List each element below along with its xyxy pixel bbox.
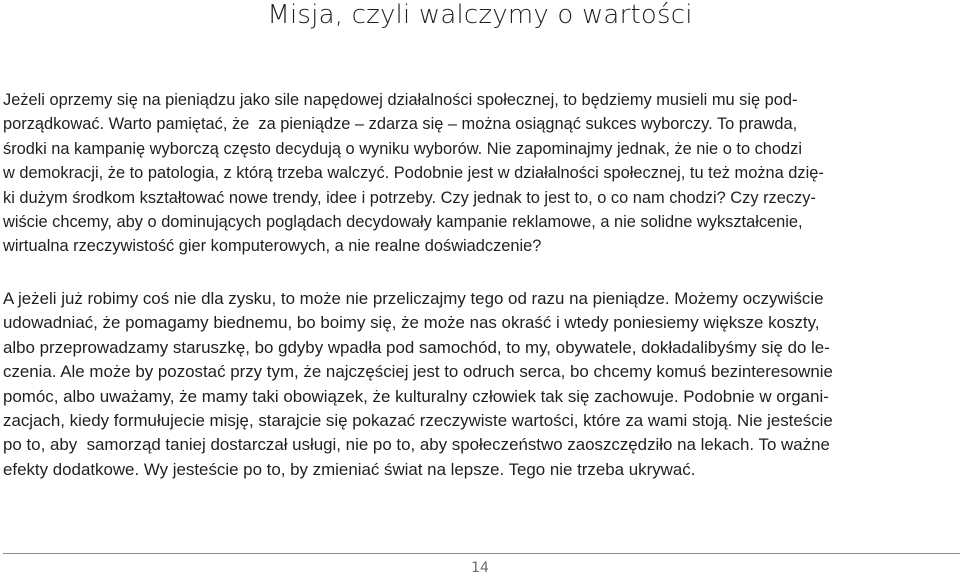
text-line: udowadniać, że pomagamy biednemu, bo boimy się, że może nas okraść i wtedy poniesiemy większe koszty, — [3, 313, 820, 333]
text-line: wirtualna rzeczywistość gier komputerowych, a nie realne doświadczenie? — [3, 237, 542, 256]
text-line: zacjach, kiedy formułujecie misję, starajcie się pokazać rzeczywiste wartości, które za wami stoją. Nie jesteście — [3, 410, 833, 430]
text-line: A jeżeli już robimy coś nie dla zysku, to może nie przeliczajmy tego od razu na pieniądze. Możemy oczywiście — [3, 289, 824, 308]
text-line: porządkować. Warto pamiętać, że za pieniądze – zdarza się – można osiągnąć sukces wyborczy. To prawda, — [3, 115, 798, 134]
text-line: albo przeprowadzamy staruszkę, bo gdyby wpadła pod samochód, to my, obywatele, dokładalibyśmy się do le- — [3, 337, 830, 357]
text-line: pomóc, albo uważamy, że mamy taki obowiązek, że kulturalny człowiek tak się zachowuje. Podobnie w organi- — [3, 386, 829, 406]
text-line: po to, aby samorząd taniej dostarczał usługi, nie po to, aby społeczeństwo zaoszczędziło na lekach. To ważne — [3, 435, 830, 455]
text-line: czenia. Ale może by pozostać przy tym, że najczęściej jest to odruch serca, bo chcemy komuś bezinteresownie — [3, 362, 833, 382]
text-line: środki na kampanię wyborczą często decydują o wyniku wyborów. Nie zapominajmy jednak, że nie o to chodzi — [3, 139, 802, 158]
text-line: efekty dodatkowe. Wy jesteście po to, by zmieniać świat na lepsze. Tego nie trzeba ukrywać. — [3, 459, 696, 479]
text-line: Jeżeli oprzemy się na pieniądzu jako sile napędowej działalności społecznej, to będziemy musieli mu się pod- — [3, 91, 798, 109]
text-line: ki dużym środkom kształtować nowe trendy, idee i potrzeby. Czy jednak to jest to, o co nam chodzi? Czy rzeczy- — [3, 188, 816, 207]
paragraph-1 — [3, 88, 824, 259]
page-number: 14 — [471, 560, 489, 576]
page-title: Misja, czyli walczymy o wartości — [267, 0, 693, 30]
text-line: w demokracji, że to patologia, z którą trzeba walczyć. Podobnie jest w działalności społecznej, tu też można dzię- — [3, 164, 824, 183]
paragraph-2 — [3, 287, 833, 482]
footer-divider — [3, 553, 960, 554]
text-line: wiście chcemy, aby o dominujących poglądach decydowały kampanie reklamowe, a nie solidne wykształcenie, — [3, 212, 803, 231]
